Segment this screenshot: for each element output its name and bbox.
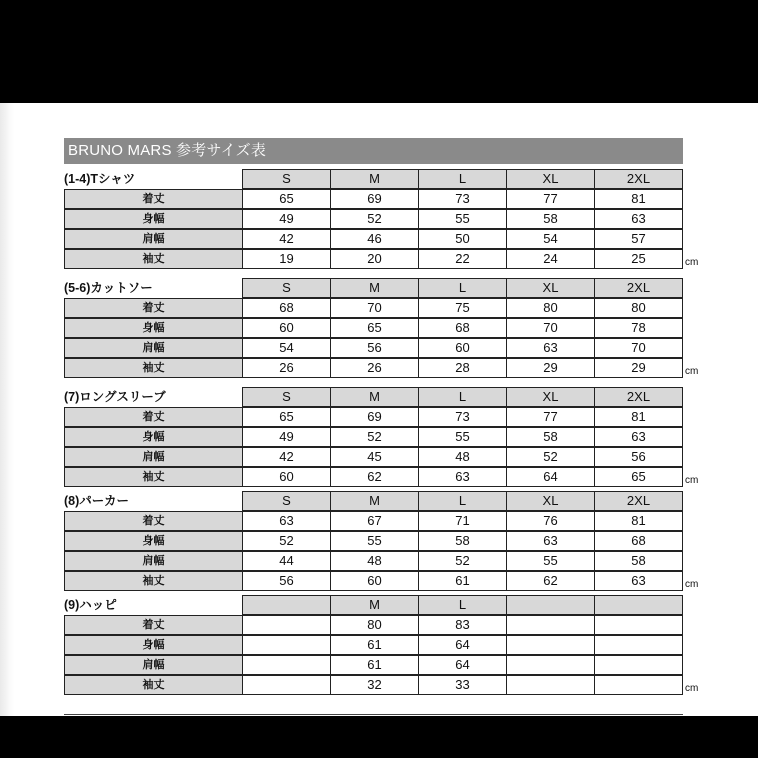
- size-section: [64, 387, 704, 487]
- value-cell: 78: [595, 319, 683, 338]
- measurement-values: [242, 189, 683, 209]
- measurement-values: [242, 467, 683, 487]
- value-cell: 80: [507, 299, 595, 318]
- unit-label: cm: [685, 475, 699, 486]
- section-title: (9)ハッピ: [64, 598, 117, 612]
- value-cell: [507, 636, 595, 655]
- size-header-cell: XL: [507, 279, 595, 298]
- measurement-row: [64, 511, 704, 531]
- value-cell: 65: [243, 190, 331, 209]
- value-cell: 68: [595, 532, 683, 551]
- measurement-label: 身幅: [64, 427, 243, 447]
- measurement-row: [64, 298, 704, 318]
- value-cell: 70: [595, 339, 683, 358]
- size-header-cell: 2XL: [595, 170, 683, 189]
- bottom-divider: [64, 714, 683, 715]
- value-cell: 28: [419, 359, 507, 378]
- size-section: [64, 595, 704, 695]
- value-cell: 20: [331, 250, 419, 269]
- section-header-row: [64, 595, 704, 615]
- value-cell: 70: [331, 299, 419, 318]
- measurement-values: [242, 675, 683, 695]
- value-cell: 54: [507, 230, 595, 249]
- measurement-values: [242, 318, 683, 338]
- value-cell: 50: [419, 230, 507, 249]
- value-cell: 60: [243, 319, 331, 338]
- measurement-values: [242, 427, 683, 447]
- value-cell: 57: [595, 230, 683, 249]
- value-cell: [243, 676, 331, 695]
- value-cell: 26: [243, 359, 331, 378]
- value-cell: 63: [507, 532, 595, 551]
- size-header-cell: L: [419, 596, 507, 615]
- size-header-table: [242, 595, 683, 615]
- value-cell: 81: [595, 190, 683, 209]
- value-cell: 63: [507, 339, 595, 358]
- measurement-values: [242, 655, 683, 675]
- value-cell: 61: [331, 636, 419, 655]
- measurement-label: 肩幅: [64, 655, 243, 675]
- value-cell: 65: [243, 408, 331, 427]
- value-cell: 26: [331, 359, 419, 378]
- size-header-cell: M: [331, 279, 419, 298]
- size-section: [64, 169, 704, 269]
- measurement-row: [64, 615, 704, 635]
- measurement-row: [64, 229, 704, 249]
- value-cell: 64: [419, 656, 507, 675]
- value-cell: 49: [243, 210, 331, 229]
- value-cell: 70: [507, 319, 595, 338]
- measurement-label: 肩幅: [64, 229, 243, 249]
- measurement-row: [64, 318, 704, 338]
- value-cell: 60: [419, 339, 507, 358]
- measurement-row: [64, 209, 704, 229]
- size-header-cell: L: [419, 492, 507, 511]
- value-cell: 32: [331, 676, 419, 695]
- measurement-label: 身幅: [64, 635, 243, 655]
- value-cell: 55: [331, 532, 419, 551]
- section-header-row: [64, 491, 704, 511]
- size-header-table: [242, 169, 683, 189]
- value-cell: 61: [419, 572, 507, 591]
- value-cell: 69: [331, 190, 419, 209]
- unit-label: cm: [685, 257, 699, 268]
- measurement-row: [64, 338, 704, 358]
- size-header-cell: 2XL: [595, 279, 683, 298]
- value-cell: 80: [595, 299, 683, 318]
- value-cell: [595, 636, 683, 655]
- value-cell: 22: [419, 250, 507, 269]
- value-cell: 73: [419, 190, 507, 209]
- size-header-cell: M: [331, 492, 419, 511]
- value-cell: 69: [331, 408, 419, 427]
- measurement-values: [242, 209, 683, 229]
- section-title: (7)ロングスリーブ: [64, 390, 166, 404]
- size-header-cell: L: [419, 279, 507, 298]
- value-cell: [595, 656, 683, 675]
- size-header-cell: [243, 596, 331, 615]
- value-cell: 73: [419, 408, 507, 427]
- value-cell: 55: [507, 552, 595, 571]
- measurement-label: 着丈: [64, 407, 243, 427]
- size-header-cell: 2XL: [595, 388, 683, 407]
- value-cell: 62: [507, 572, 595, 591]
- measurement-values: [242, 447, 683, 467]
- size-header-cell: 2XL: [595, 492, 683, 511]
- unit-label: cm: [685, 366, 699, 377]
- measurement-row: [64, 635, 704, 655]
- size-header-cell: L: [419, 170, 507, 189]
- value-cell: 52: [419, 552, 507, 571]
- value-cell: 52: [331, 428, 419, 447]
- measurement-values: [242, 407, 683, 427]
- section-title: (8)パーカー: [64, 494, 130, 508]
- value-cell: 24: [507, 250, 595, 269]
- value-cell: 54: [243, 339, 331, 358]
- value-cell: 25: [595, 250, 683, 269]
- value-cell: 58: [419, 532, 507, 551]
- measurement-values: [242, 551, 683, 571]
- value-cell: 58: [595, 552, 683, 571]
- value-cell: 81: [595, 408, 683, 427]
- measurement-label: 着丈: [64, 615, 243, 635]
- measurement-values: [242, 571, 683, 591]
- size-header-cell: S: [243, 492, 331, 511]
- measurement-values: [242, 531, 683, 551]
- value-cell: [243, 616, 331, 635]
- size-header-table: [242, 278, 683, 298]
- value-cell: 52: [507, 448, 595, 467]
- value-cell: 56: [243, 572, 331, 591]
- value-cell: 49: [243, 428, 331, 447]
- measurement-values: [242, 511, 683, 531]
- measurement-label: 着丈: [64, 511, 243, 531]
- value-cell: [507, 616, 595, 635]
- value-cell: 63: [595, 428, 683, 447]
- value-cell: 45: [331, 448, 419, 467]
- value-cell: 56: [595, 448, 683, 467]
- measurement-label: 身幅: [64, 318, 243, 338]
- measurement-values: [242, 358, 683, 378]
- measurement-row: [64, 571, 704, 591]
- measurement-label: 袖丈: [64, 675, 243, 695]
- value-cell: 77: [507, 190, 595, 209]
- measurement-values: [242, 338, 683, 358]
- measurement-row: [64, 189, 704, 209]
- measurement-label: 袖丈: [64, 571, 243, 591]
- value-cell: 19: [243, 250, 331, 269]
- measurement-label: 袖丈: [64, 358, 243, 378]
- value-cell: 63: [243, 512, 331, 531]
- size-header-cell: XL: [507, 492, 595, 511]
- unit-label: cm: [685, 683, 699, 694]
- section-header-row: [64, 387, 704, 407]
- measurement-label: 着丈: [64, 298, 243, 318]
- size-header-cell: XL: [507, 388, 595, 407]
- measurement-label: 肩幅: [64, 551, 243, 571]
- value-cell: 63: [595, 572, 683, 591]
- value-cell: [507, 676, 595, 695]
- page-edge-shadow: [0, 103, 14, 716]
- measurement-label: 袖丈: [64, 249, 243, 269]
- value-cell: 83: [419, 616, 507, 635]
- size-header-cell: M: [331, 388, 419, 407]
- measurement-row: [64, 675, 704, 695]
- section-header-row: [64, 169, 704, 189]
- value-cell: 64: [507, 468, 595, 487]
- measurement-row: [64, 358, 704, 378]
- size-header-cell: S: [243, 279, 331, 298]
- section-header-row: [64, 278, 704, 298]
- size-header-cell: L: [419, 388, 507, 407]
- section-title: (5-6)カットソー: [64, 281, 153, 295]
- value-cell: 48: [419, 448, 507, 467]
- value-cell: 42: [243, 448, 331, 467]
- size-chart-document: [0, 103, 758, 716]
- value-cell: 46: [331, 230, 419, 249]
- value-cell: 29: [507, 359, 595, 378]
- measurement-values: [242, 635, 683, 655]
- size-header-table: [242, 491, 683, 511]
- measurement-label: 着丈: [64, 189, 243, 209]
- measurement-label: 肩幅: [64, 338, 243, 358]
- measurement-label: 袖丈: [64, 467, 243, 487]
- value-cell: 65: [595, 468, 683, 487]
- value-cell: 63: [419, 468, 507, 487]
- measurement-values: [242, 229, 683, 249]
- value-cell: 44: [243, 552, 331, 571]
- value-cell: 42: [243, 230, 331, 249]
- value-cell: 60: [331, 572, 419, 591]
- value-cell: 68: [243, 299, 331, 318]
- measurement-row: [64, 447, 704, 467]
- unit-label: cm: [685, 579, 699, 590]
- value-cell: 52: [243, 532, 331, 551]
- value-cell: 56: [331, 339, 419, 358]
- value-cell: [243, 636, 331, 655]
- value-cell: 55: [419, 210, 507, 229]
- value-cell: 58: [507, 210, 595, 229]
- value-cell: 71: [419, 512, 507, 531]
- size-section: [64, 491, 704, 591]
- measurement-values: [242, 298, 683, 318]
- value-cell: [595, 616, 683, 635]
- measurement-row: [64, 551, 704, 571]
- value-cell: [595, 676, 683, 695]
- value-cell: 58: [507, 428, 595, 447]
- value-cell: 33: [419, 676, 507, 695]
- size-header-cell: [595, 596, 683, 615]
- chart-title: BRUNO MARS 参考サイズ表: [64, 138, 683, 164]
- measurement-label: 身幅: [64, 531, 243, 551]
- value-cell: 81: [595, 512, 683, 531]
- measurement-row: [64, 655, 704, 675]
- measurement-row: [64, 407, 704, 427]
- size-header-cell: S: [243, 388, 331, 407]
- value-cell: 76: [507, 512, 595, 531]
- value-cell: 63: [595, 210, 683, 229]
- value-cell: 64: [419, 636, 507, 655]
- value-cell: 67: [331, 512, 419, 531]
- size-header-cell: XL: [507, 170, 595, 189]
- value-cell: 55: [419, 428, 507, 447]
- measurement-row: [64, 467, 704, 487]
- measurement-values: [242, 615, 683, 635]
- size-header-cell: M: [331, 170, 419, 189]
- measurement-label: 身幅: [64, 209, 243, 229]
- size-section: [64, 278, 704, 378]
- value-cell: 75: [419, 299, 507, 318]
- measurement-row: [64, 531, 704, 551]
- value-cell: [507, 656, 595, 675]
- value-cell: 80: [331, 616, 419, 635]
- measurement-values: [242, 249, 683, 269]
- size-header-table: [242, 387, 683, 407]
- value-cell: 77: [507, 408, 595, 427]
- size-header-cell: M: [331, 596, 419, 615]
- value-cell: 65: [331, 319, 419, 338]
- value-cell: 62: [331, 468, 419, 487]
- measurement-row: [64, 249, 704, 269]
- value-cell: 48: [331, 552, 419, 571]
- measurement-row: [64, 427, 704, 447]
- value-cell: 61: [331, 656, 419, 675]
- size-header-cell: [507, 596, 595, 615]
- size-header-cell: S: [243, 170, 331, 189]
- measurement-label: 肩幅: [64, 447, 243, 467]
- value-cell: 60: [243, 468, 331, 487]
- value-cell: 29: [595, 359, 683, 378]
- value-cell: 52: [331, 210, 419, 229]
- value-cell: [243, 656, 331, 675]
- value-cell: 68: [419, 319, 507, 338]
- section-title: (1-4)Tシャツ: [64, 172, 136, 186]
